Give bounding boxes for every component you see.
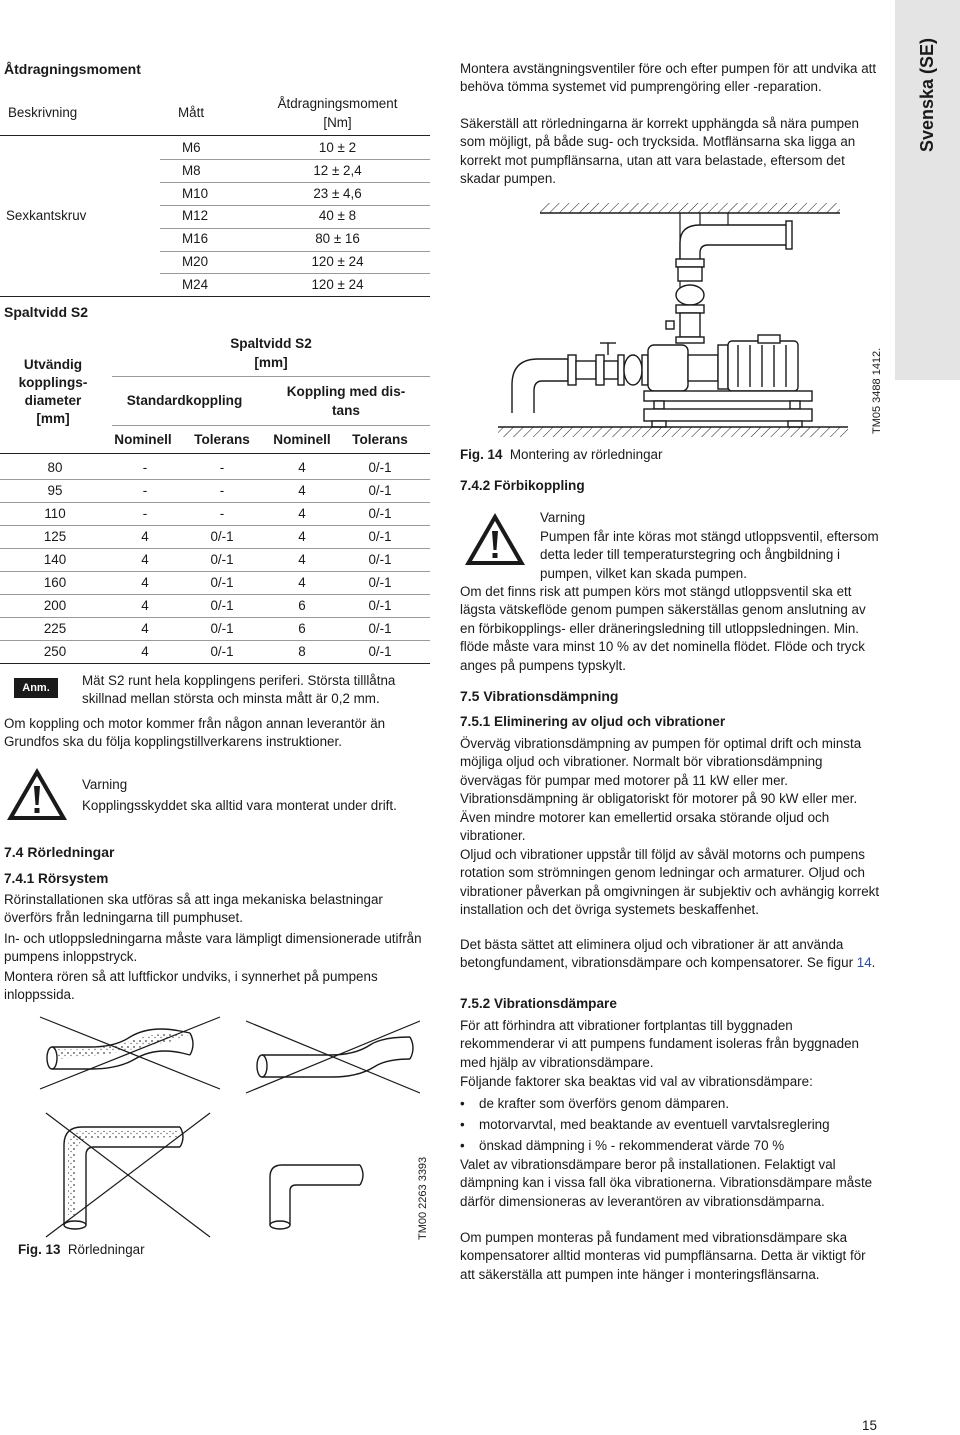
gap-header-outer: [mm] bbox=[36, 411, 70, 426]
gap-cell: 0/-1 bbox=[368, 552, 392, 567]
figure-13-caption bbox=[18, 1241, 145, 1259]
gap-cell: - bbox=[219, 506, 225, 521]
vibration-text-2: Oljud och vibrationer uppstår till följd av såväl motorns och pumpens rotation som strömningen genom ledningar och armaturer. Oljud och vibrationer påverkan på omgivningen är subjektiv och avhängig korrekt installation och det övriga systemets beskaffenhet. bbox=[460, 847, 880, 918]
figure-13-label: Fig. 13 bbox=[18, 1242, 61, 1257]
torque-header-torque: Åtdragningsmoment bbox=[277, 96, 398, 111]
gap-cell: 0/-1 bbox=[368, 644, 392, 659]
section-7-4-1-heading: 7.4.1 Rörsystem bbox=[4, 871, 109, 886]
torque-row-label: Sexkantskruv bbox=[6, 208, 87, 223]
torque-header-size: Mått bbox=[178, 105, 205, 120]
table-rule bbox=[0, 548, 430, 549]
gap-cell: 4 bbox=[141, 575, 149, 590]
figure-14-code: TM05 3488 1412. bbox=[871, 347, 883, 434]
gap-cell: 0/-1 bbox=[368, 598, 392, 613]
table-rule bbox=[0, 640, 430, 641]
gap-cell: 6 bbox=[298, 621, 306, 636]
torque-bottom-rule bbox=[0, 296, 430, 297]
gap-bottom-rule bbox=[0, 663, 430, 664]
gap-cell: 0/-1 bbox=[210, 575, 234, 590]
gap-cell: 4 bbox=[298, 552, 306, 567]
gap-cell: 4 bbox=[298, 506, 306, 521]
warning-text: Pumpen får inte köras mot stängd utloppsventil, eftersom detta leder till temperaturstegring och ångbildning i pumpen, vilket kan skada pumpen. bbox=[540, 529, 879, 581]
vibration-text-3 bbox=[460, 936, 880, 973]
pipe-support-text: Säkerställ att rörledningarna är korrekt upphängda så nära pumpen som möjligt, på både sug- och trycksida. Motflänsarna ska ligga an korrekt mot pumpflänsarna, utan att vara belastade, eftersom det skadar pumpen. bbox=[460, 116, 859, 187]
section-7-5-1-heading: 7.5.1 Eliminering av oljud och vibrationer bbox=[460, 714, 726, 729]
table-rule bbox=[0, 525, 430, 526]
gap-header-group: Spaltvidd S2 bbox=[230, 336, 312, 351]
bypass-text: Om det finns risk att pumpen körs mot stängd utloppsventil ska ett lägsta vätskeflöde genom pumpen säkerställas genom anslutning av en förbikopplings- eller dräneringsledning till utloppsledningen. Min. flöde måste vara minst 10 % av det nominella flödet. Flöde och tryck anges på pumpens typskylt. bbox=[460, 584, 866, 673]
table-rule bbox=[160, 205, 430, 206]
torque-header-description: Beskrivning bbox=[8, 105, 78, 120]
gap-cell: 125 bbox=[43, 529, 67, 544]
gap-header-outer: kopplings- bbox=[18, 375, 88, 390]
table-rule bbox=[112, 425, 430, 426]
section-7-4-2-heading: 7.4.2 Förbikoppling bbox=[460, 478, 585, 493]
gap-cell: 4 bbox=[141, 644, 149, 659]
gap-cell: 0/-1 bbox=[210, 552, 234, 567]
table-rule bbox=[160, 273, 430, 274]
gap-header-outer: Utvändig bbox=[23, 357, 83, 372]
valves-text: Montera avstängningsventiler före och efter pumpen för att undvika att behöva tömma systemet vid pumprengöring eller -reparation. bbox=[460, 61, 877, 95]
figure-14-link[interactable]: 14 bbox=[856, 955, 872, 971]
gap-cell: 0/-1 bbox=[368, 460, 392, 475]
gap-cell: 160 bbox=[43, 575, 67, 590]
damper-factor-list bbox=[460, 1095, 880, 1158]
gap-cell: 4 bbox=[298, 483, 306, 498]
list-item: • de krafter som överförs genom dämparen. bbox=[460, 1095, 880, 1113]
dampers-text-2: Följande faktorer ska beaktas vid val av vibrationsdämpare: bbox=[460, 1074, 813, 1089]
figure-13-drawing bbox=[30, 1015, 420, 1240]
figure-14-label: Fig. 14 bbox=[460, 447, 503, 462]
dampers-text-1: För att förhindra att vibrationer fortplantas till byggnaden rekommenderar vi att pumpens fundament isoleras från byggnaden med hjälp av vibrationsdämpare. bbox=[460, 1018, 859, 1070]
warning-title: Varning bbox=[540, 510, 586, 525]
gap-cell: 0/-1 bbox=[368, 529, 392, 544]
gap-cell: 250 bbox=[43, 644, 67, 659]
table-rule bbox=[160, 228, 430, 229]
table-rule bbox=[160, 251, 430, 252]
torque-heading: Åtdragningsmoment bbox=[4, 61, 141, 77]
vibration-text-1: Överväg vibrationsdämpning av pumpen för optimal drift och minsta möjliga oljud och vibrationer. Normalt bör vibrationsdämpning övervägas för pumpar med motorer på 11 kW eller mer. Vibrationsdämpning är obligatoriskt för motorer på 90 kW eller mer. Även mindre motorer kan emellertid orsaka störande oljud och vibrationer. bbox=[460, 736, 862, 844]
table-rule bbox=[160, 159, 430, 160]
torque-size: M16 bbox=[182, 231, 209, 246]
torque-header-unit: [Nm] bbox=[323, 115, 352, 130]
torque-value: 120 ± 24 bbox=[311, 277, 364, 292]
language-tab bbox=[895, 0, 960, 380]
table-rule bbox=[112, 376, 430, 377]
table-rule bbox=[0, 479, 430, 480]
gap-cell: 4 bbox=[298, 460, 306, 475]
pipes-text-3: Montera rören så att luftfickor undviks, i synnerhet på pumpens inloppssida. bbox=[4, 969, 378, 1003]
warning-icon bbox=[462, 510, 528, 568]
coupling-text: Om koppling och motor kommer från någon annan leverantör än Grundfos ska du följa kopplingstillverkarens instruktioner. bbox=[4, 716, 386, 750]
section-7-5-2-heading: 7.5.2 Vibrationsdämpare bbox=[460, 996, 617, 1011]
gap-header-rule bbox=[0, 453, 430, 454]
gap-cell: 0/-1 bbox=[210, 529, 234, 544]
table-rule bbox=[0, 571, 430, 572]
figure-13-code: TM00 2263 3393 bbox=[417, 1156, 429, 1240]
gap-heading: Spaltvidd S2 bbox=[4, 304, 89, 320]
table-rule bbox=[0, 617, 430, 618]
gap-cell: 4 bbox=[141, 529, 149, 544]
torque-size: M20 bbox=[182, 254, 209, 269]
figure-14-caption bbox=[460, 446, 662, 464]
torque-size: M8 bbox=[182, 163, 201, 178]
list-item: • önskad dämpning i % - rekommenderat värde 70 % bbox=[460, 1137, 880, 1155]
gap-header-spacer: tans bbox=[332, 403, 360, 418]
gap-cell: 4 bbox=[141, 552, 149, 567]
torque-size: M6 bbox=[182, 140, 201, 155]
dampers-text-3: Valet av vibrationsdämpare beror på installationen. Felaktigt val dämpning kan i vissa fall öka vibrationerna. Vibrationsdämpare måste därför dimensioneras av leverantören av vibrationsdämparna. bbox=[460, 1157, 873, 1209]
torque-value: 80 ± 16 bbox=[315, 231, 360, 246]
torque-value: 40 ± 8 bbox=[318, 208, 357, 223]
gap-cell: - bbox=[219, 483, 225, 498]
gap-cell: 140 bbox=[43, 552, 67, 567]
table-rule bbox=[0, 594, 430, 595]
gap-header-standard: Standardkoppling bbox=[126, 393, 243, 408]
gap-cell: 0/-1 bbox=[210, 598, 234, 613]
gap-cell: 0/-1 bbox=[210, 621, 234, 636]
gap-cell: - bbox=[142, 460, 148, 475]
gap-header-tolerance: Tolerans bbox=[352, 432, 408, 447]
dampers-text-4: Om pumpen monteras på fundament med vibrationsdämpare ska kompensatorer alltid monteras vid pumpflänsarna. Detta är viktigt för att säkerställa att pumpen inte hänger i monteringsflänsarna. bbox=[460, 1230, 866, 1282]
gap-cell: - bbox=[142, 506, 148, 521]
gap-cell: 200 bbox=[43, 598, 67, 613]
torque-value: 10 ± 2 bbox=[318, 140, 357, 155]
figure-14-title: Montering av rörledningar bbox=[509, 447, 663, 462]
section-7-4-heading: 7.4 Rörledningar bbox=[4, 844, 115, 860]
warning-text: Kopplingsskyddet ska alltid vara monterat under drift. bbox=[82, 798, 397, 813]
warning-icon bbox=[4, 765, 70, 823]
torque-value: 12 ± 2,4 bbox=[313, 163, 362, 178]
gap-cell: 4 bbox=[141, 621, 149, 636]
gap-cell: 0/-1 bbox=[368, 621, 392, 636]
gap-header-group-unit: [mm] bbox=[254, 355, 288, 370]
table-rule bbox=[0, 502, 430, 503]
gap-cell: 0/-1 bbox=[368, 483, 392, 498]
torque-header-rule bbox=[0, 135, 430, 136]
figure-14-drawing bbox=[468, 195, 878, 445]
gap-cell: 80 bbox=[47, 460, 63, 475]
pipes-text-1: Rörinstallationen ska utföras så att inga mekaniska belastningar överförs från ledningarna till pumphuset. bbox=[4, 892, 383, 926]
gap-header-spacer: Koppling med dis- bbox=[286, 384, 406, 399]
gap-cell: 0/-1 bbox=[210, 644, 234, 659]
language-tab-label: Svenska (SE) bbox=[916, 37, 937, 153]
list-item: • motorvarvtal, med beaktande av eventuell varvtalsreglering bbox=[460, 1116, 880, 1134]
gap-cell: 6 bbox=[298, 598, 306, 613]
torque-value: 120 ± 24 bbox=[311, 254, 364, 269]
torque-size: M24 bbox=[182, 277, 209, 292]
vibration-text-3-end: . bbox=[871, 955, 876, 971]
gap-cell: 95 bbox=[47, 483, 63, 498]
gap-cell: 225 bbox=[43, 621, 67, 636]
gap-cell: - bbox=[219, 460, 225, 475]
note-text-line2: skillnad mellan största och minsta mått är 0,2 mm. bbox=[82, 691, 380, 706]
pipes-text-2: In- och utloppsledningarna måste vara lämpligt dimensionerade utifrån pumpens inloppstryck. bbox=[4, 931, 422, 965]
table-rule bbox=[160, 182, 430, 183]
gap-header-tolerance: Tolerans bbox=[194, 432, 250, 447]
gap-header-nominal: Nominell bbox=[273, 432, 331, 447]
vibration-text-3-body: Det bästa sättet att eliminera oljud och vibrationer är att använda betongfundament, vibrationsdämpare och kompensatorer. Se figur bbox=[460, 937, 854, 971]
gap-cell: 8 bbox=[298, 644, 306, 659]
gap-cell: - bbox=[142, 483, 148, 498]
gap-cell: 0/-1 bbox=[368, 575, 392, 590]
gap-cell: 4 bbox=[298, 575, 306, 590]
torque-value: 23 ± 4,6 bbox=[313, 186, 362, 201]
gap-header-outer: diameter bbox=[24, 393, 82, 408]
torque-size: M10 bbox=[182, 186, 209, 201]
section-7-5-heading: 7.5 Vibrationsdämpning bbox=[460, 688, 619, 704]
gap-header-nominal: Nominell bbox=[114, 432, 172, 447]
gap-cell: 4 bbox=[141, 598, 149, 613]
note-label: Anm. bbox=[14, 678, 58, 698]
page-number: 15 bbox=[862, 1418, 877, 1433]
warning-title: Varning bbox=[82, 777, 128, 792]
note-text-line1: Mät S2 runt hela kopplingens periferi. Största tilllåtna bbox=[82, 673, 396, 688]
figure-13-title: Rörledningar bbox=[67, 1242, 145, 1257]
gap-cell: 4 bbox=[298, 529, 306, 544]
gap-cell: 110 bbox=[44, 506, 66, 521]
gap-cell: 0/-1 bbox=[368, 506, 392, 521]
torque-size: M12 bbox=[182, 208, 209, 223]
